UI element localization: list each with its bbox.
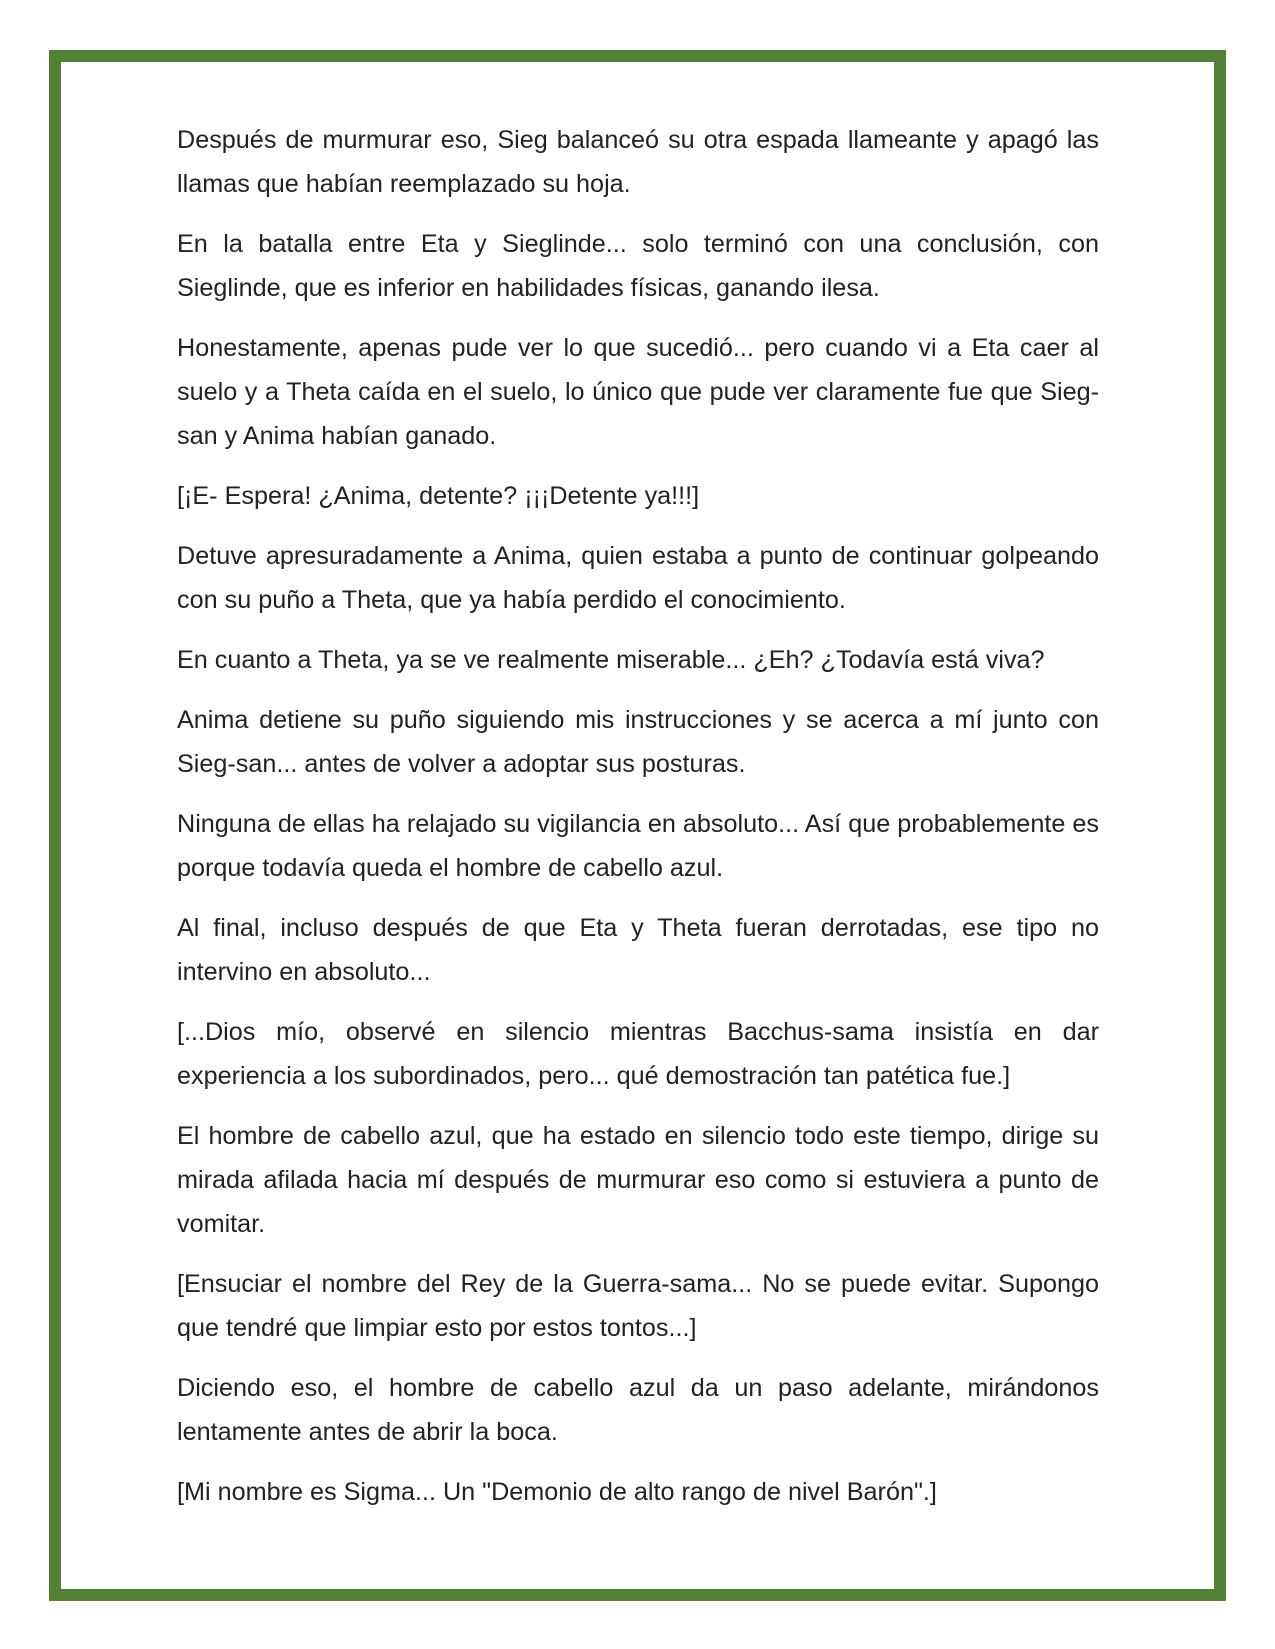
document-body [177,118,1099,1530]
paragraph: En la batalla entre Eta y Sieglinde... solo terminó con una conclusión, con Sieglinde, que es inferior en habilidades físicas, ganando ilesa. [177,230,1099,302]
dialogue-line: [Mi nombre es Sigma... Un "Demonio de alto rango de nivel Barón".] [177,1478,937,1506]
paragraph: Después de murmurar eso, Sieg balanceó su otra espada llameante y apagó las llamas que habían reemplazado su hoja. [177,126,1099,198]
paragraph: Ninguna de ellas ha relajado su vigilancia en absoluto... Así que probablemente es porque todavía queda el hombre de cabello azul. [177,810,1099,882]
paragraph: El hombre de cabello azul, que ha estado en silencio todo este tiempo, dirige su mirada afilada hacia mí después de murmurar eso como si estuviera a punto de vomitar. [177,1122,1099,1238]
dialogue-line: [¡E- Espera! ¿Anima, detente? ¡¡¡Detente ya!!!] [177,482,700,510]
paragraph: Al final, incluso después de que Eta y Theta fueran derrotadas, ese tipo no intervino en absoluto... [177,914,1099,986]
paragraph: Anima detiene su puño siguiendo mis instrucciones y se acerca a mí junto con Sieg-san... antes de volver a adoptar sus posturas. [177,706,1099,778]
dialogue-line: [...Dios mío, observé en silencio mientras Bacchus-sama insistía en dar experiencia a los subordinados, pero... qué demostración tan patética fue.] [177,1018,1099,1090]
paragraph: Diciendo eso, el hombre de cabello azul da un paso adelante, mirándonos lentamente antes de abrir la boca. [177,1374,1099,1446]
paragraph: Honestamente, apenas pude ver lo que sucedió... pero cuando vi a Eta caer al suelo y a Theta caída en el suelo, lo único que pude ver claramente fue que Sieg-san y Anima habían ganado. [177,334,1099,450]
paragraph: Detuve apresuradamente a Anima, quien estaba a punto de continuar golpeando con su puño a Theta, que ya había perdido el conocimiento. [177,542,1099,614]
paragraph: En cuanto a Theta, ya se ve realmente miserable... ¿Eh? ¿Todavía está viva? [177,646,1045,674]
dialogue-line: [Ensuciar el nombre del Rey de la Guerra-sama... No se puede evitar. Supongo que tendré que limpiar esto por estos tontos...] [177,1270,1099,1342]
